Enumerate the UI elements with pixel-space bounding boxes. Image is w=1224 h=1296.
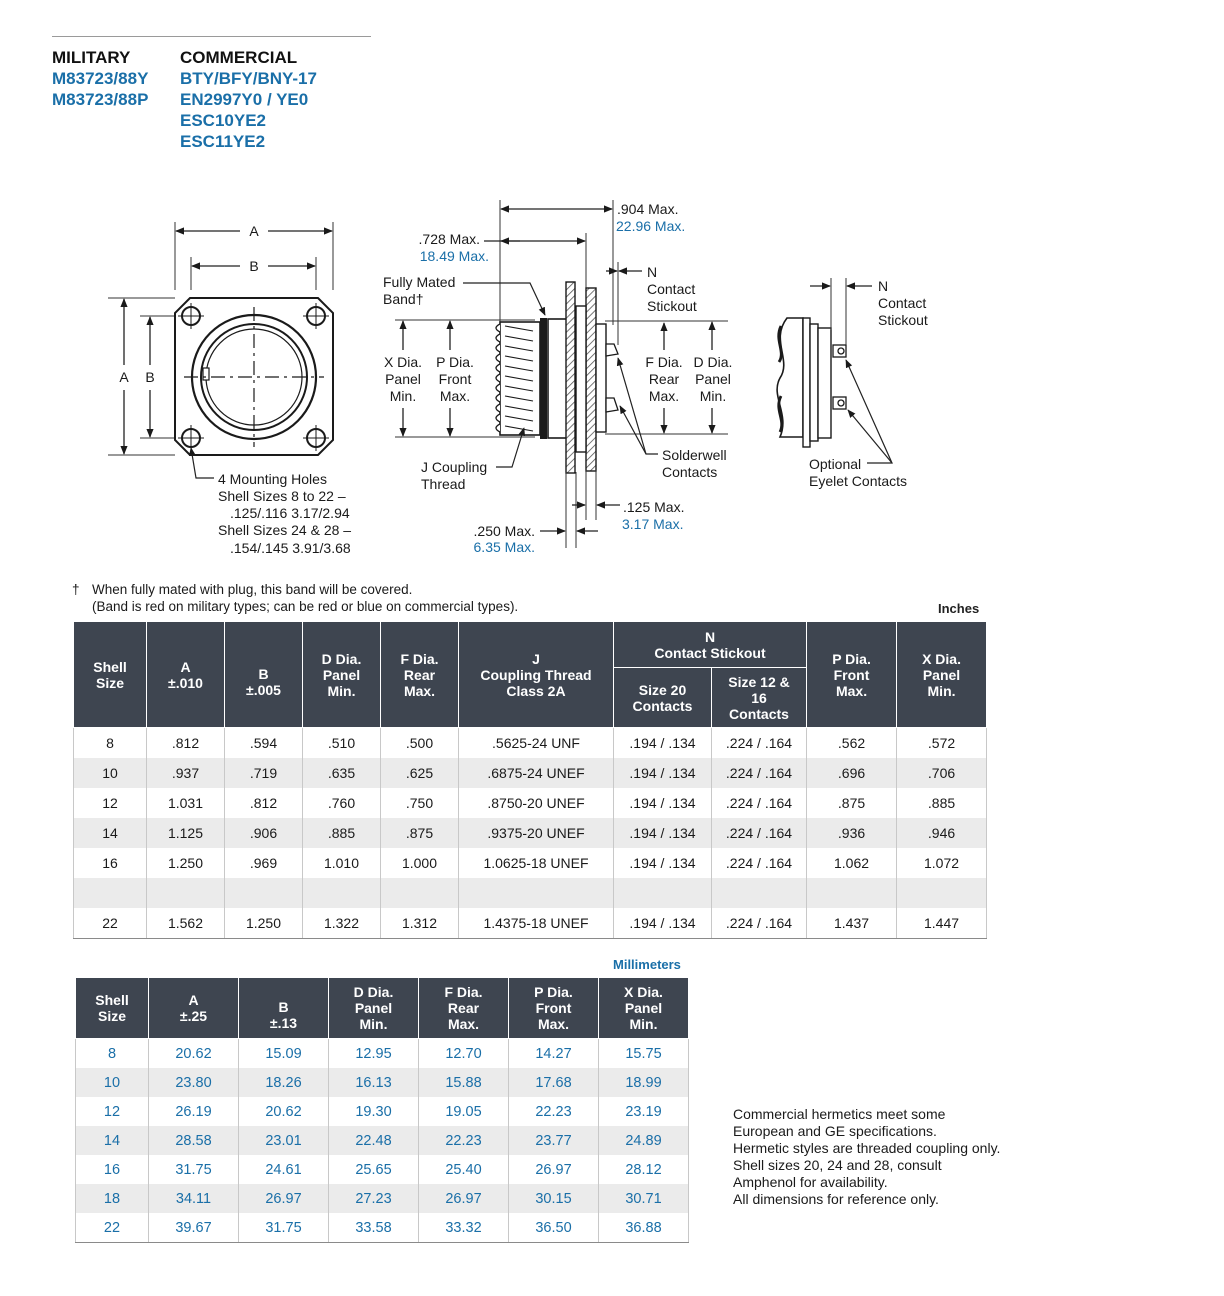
f-dia-label: Max. xyxy=(648,388,680,404)
table-row xyxy=(74,908,987,939)
cell-b: 23.01 xyxy=(239,1126,329,1155)
dim-125-mm: 3.17 Max. xyxy=(622,516,684,532)
cell-f-dia xyxy=(381,878,459,908)
header-n-size-20: Size 20 Contacts xyxy=(614,668,712,728)
table-row xyxy=(76,1097,689,1126)
cell-j-thread: 1.0625-18 UNEF xyxy=(459,848,614,878)
table-row xyxy=(74,728,987,759)
cell-x-dia: 28.12 xyxy=(599,1155,689,1184)
cell-shell-size xyxy=(74,878,147,908)
cell-b: .969 xyxy=(225,848,303,878)
d-dia-label: D Dia. xyxy=(693,354,733,370)
x-dia-label: X Dia. xyxy=(383,354,423,370)
eyelet-view xyxy=(777,278,928,489)
cell-n-size-20: .194 / .134 xyxy=(614,848,712,878)
cell-x-dia: .885 xyxy=(897,788,987,818)
d-dia-label: Panel xyxy=(695,371,731,387)
cell-p-dia: .875 xyxy=(807,788,897,818)
dim-904-mm: 22.96 Max. xyxy=(616,218,686,234)
cell-shell-size: 14 xyxy=(76,1126,149,1155)
cell-x-dia xyxy=(897,878,987,908)
cell-p-dia: 23.77 xyxy=(509,1126,599,1155)
cell-j-thread: .6875-24 UNEF xyxy=(459,758,614,788)
note-line: Shell sizes 20, 24 and 28, consult xyxy=(733,1157,942,1173)
cell-shell-size: 16 xyxy=(74,848,147,878)
cell-d-dia: 19.30 xyxy=(329,1097,419,1126)
cell-n-size-20: .194 / .134 xyxy=(614,818,712,848)
cell-x-dia: 23.19 xyxy=(599,1097,689,1126)
cell-p-dia: 1.437 xyxy=(807,908,897,939)
cell-a: 39.67 xyxy=(149,1213,239,1243)
cell-b: 1.250 xyxy=(225,908,303,939)
f-dia-label: Rear xyxy=(648,371,680,387)
header-b: B ±.13 xyxy=(239,978,329,1039)
header-shell-size: Shell Size xyxy=(76,978,149,1039)
units-inches-label: Inches xyxy=(938,601,980,616)
p-dia-label: Front xyxy=(438,371,472,387)
header-j-coupling: J Coupling Thread Class 2A xyxy=(459,622,614,728)
cell-b: .594 xyxy=(225,728,303,759)
cell-a: 23.80 xyxy=(149,1068,239,1097)
cell-shell-size: 12 xyxy=(76,1097,149,1126)
military-heading: MILITARY xyxy=(52,48,131,67)
cell-b: .906 xyxy=(225,818,303,848)
cell-shell-size: 18 xyxy=(76,1184,149,1213)
cell-x-dia: 1.072 xyxy=(897,848,987,878)
cell-d-dia: 1.322 xyxy=(303,908,381,939)
cell-shell-size: 14 xyxy=(74,818,147,848)
cell-n-size-12-16: .224 / .164 xyxy=(712,788,807,818)
cell-n-size-20 xyxy=(614,878,712,908)
military-specs xyxy=(52,47,148,110)
connector-drawing xyxy=(0,180,1224,560)
table-row xyxy=(74,818,987,848)
header-f-dia: F Dia. Rear Max. xyxy=(419,978,509,1039)
cell-j-thread: 1.4375-18 UNEF xyxy=(459,908,614,939)
x-dia-label: Min. xyxy=(389,388,417,404)
cell-p-dia: .562 xyxy=(807,728,897,759)
cell-p-dia: 1.062 xyxy=(807,848,897,878)
header-p-dia: P Dia. Front Max. xyxy=(807,622,897,728)
dim-b-side-label: B xyxy=(145,369,155,385)
dim-250-mm: 6.35 Max. xyxy=(473,539,535,555)
cell-p-dia: 14.27 xyxy=(509,1039,599,1069)
cell-d-dia: 1.010 xyxy=(303,848,381,878)
cell-a: 1.250 xyxy=(147,848,225,878)
cell-d-dia: .760 xyxy=(303,788,381,818)
cell-f-dia: 33.32 xyxy=(419,1213,509,1243)
cell-p-dia: .936 xyxy=(807,818,897,848)
cell-j-thread: .9375-20 UNEF xyxy=(459,818,614,848)
cell-p-dia xyxy=(807,878,897,908)
eyelet-n-contact-label: Contact xyxy=(878,295,927,311)
optional-eyelet-label: Eyelet Contacts xyxy=(809,473,908,489)
fully-mated-band-label: Fully Mated xyxy=(383,274,456,290)
header-a: A ±.25 xyxy=(149,978,239,1039)
header-x-dia: X Dia. Panel Min. xyxy=(897,622,987,728)
mounting-holes-dim: .125/.116 3.17/2.94 xyxy=(230,505,350,521)
cell-x-dia: 30.71 xyxy=(599,1184,689,1213)
mounting-holes-label: 4 Mounting Holes xyxy=(218,471,327,487)
cell-j-thread: .5625-24 UNF xyxy=(459,728,614,759)
table-row xyxy=(74,848,987,878)
solderwell-label: Contacts xyxy=(662,464,718,480)
cell-a: 34.11 xyxy=(149,1184,239,1213)
cell-d-dia: .885 xyxy=(303,818,381,848)
commercial-spec-item: ESC11YE2 xyxy=(180,132,266,151)
table-row xyxy=(76,1155,689,1184)
cell-d-dia: 16.13 xyxy=(329,1068,419,1097)
cell-d-dia: 33.58 xyxy=(329,1213,419,1243)
cell-shell-size: 10 xyxy=(74,758,147,788)
cell-n-size-20: .194 / .134 xyxy=(614,728,712,759)
cell-b: 26.97 xyxy=(239,1184,329,1213)
cell-d-dia: 27.23 xyxy=(329,1184,419,1213)
cell-shell-size: 10 xyxy=(76,1068,149,1097)
cell-a: 1.125 xyxy=(147,818,225,848)
p-dia-label: P Dia. xyxy=(436,354,474,370)
header-n-contact-stickout: N Contact Stickout xyxy=(614,622,807,668)
cell-p-dia: 30.15 xyxy=(509,1184,599,1213)
table-row xyxy=(74,788,987,818)
dim-a-label: A xyxy=(249,223,259,239)
dim-728-mm: 18.49 Max. xyxy=(419,248,489,264)
table-row xyxy=(76,1126,689,1155)
table-row xyxy=(74,758,987,788)
header-a: A ±.010 xyxy=(147,622,225,728)
cell-f-dia: .500 xyxy=(381,728,459,759)
cell-d-dia: 12.95 xyxy=(329,1039,419,1069)
cell-f-dia: 25.40 xyxy=(419,1155,509,1184)
dim-250-label: .250 Max. xyxy=(473,523,535,539)
cell-d-dia: .510 xyxy=(303,728,381,759)
eyelet-n-contact-label: N xyxy=(878,278,889,294)
note-line: European and GE specifications. xyxy=(733,1123,937,1139)
cell-n-size-12-16: .224 / .164 xyxy=(712,728,807,759)
footnote-line: (Band is red on military types; can be red or blue on commercial types). xyxy=(92,599,519,614)
cell-j-thread xyxy=(459,878,614,908)
cell-n-size-12-16: .224 / .164 xyxy=(712,848,807,878)
cell-n-size-20: .194 / .134 xyxy=(614,908,712,939)
mounting-holes-label: Shell Sizes 24 & 28 – xyxy=(218,522,352,538)
commercial-spec-item: ESC10YE2 xyxy=(180,111,266,130)
cell-a: 1.562 xyxy=(147,908,225,939)
mm-dimension-table xyxy=(75,977,689,1243)
cell-f-dia: 22.23 xyxy=(419,1126,509,1155)
mounting-holes-dim: .154/.145 3.91/3.68 xyxy=(230,540,351,556)
cell-b: 18.26 xyxy=(239,1068,329,1097)
fully-mated-band-label: Band† xyxy=(383,291,424,307)
n-contact-label: Stickout xyxy=(647,298,697,314)
cell-n-size-20: .194 / .134 xyxy=(614,758,712,788)
cell-b: 20.62 xyxy=(239,1097,329,1126)
military-spec-item: M83723/88Y xyxy=(52,69,149,88)
cell-p-dia: .696 xyxy=(807,758,897,788)
note-line: Commercial hermetics meet some xyxy=(733,1106,946,1122)
x-dia-label: Panel xyxy=(385,371,421,387)
cell-a: 20.62 xyxy=(149,1039,239,1069)
cell-x-dia: .572 xyxy=(897,728,987,759)
notes xyxy=(733,1106,1000,1208)
cell-d-dia: 22.48 xyxy=(329,1126,419,1155)
note-line: Amphenol for availability. xyxy=(733,1174,888,1190)
military-spec-item: M83723/88P xyxy=(52,90,149,109)
header-rule xyxy=(52,36,371,37)
cell-shell-size: 22 xyxy=(76,1213,149,1243)
cell-p-dia: 26.97 xyxy=(509,1155,599,1184)
header-shell-size: Shell Size xyxy=(74,622,147,728)
table-row xyxy=(76,1039,689,1069)
p-dia-label: Max. xyxy=(439,388,471,404)
cell-a: 28.58 xyxy=(149,1126,239,1155)
table-row xyxy=(76,1213,689,1243)
header-d-dia: D Dia. Panel Min. xyxy=(329,978,419,1039)
dim-b-label: B xyxy=(249,258,259,274)
cell-a: .812 xyxy=(147,728,225,759)
cell-x-dia: .946 xyxy=(897,818,987,848)
cell-n-size-12-16: .224 / .164 xyxy=(712,758,807,788)
header-p-dia: P Dia. Front Max. xyxy=(509,978,599,1039)
cell-shell-size: 16 xyxy=(76,1155,149,1184)
header-x-dia: X Dia. Panel Min. xyxy=(599,978,689,1039)
cell-shell-size: 22 xyxy=(74,908,147,939)
cell-x-dia: 1.447 xyxy=(897,908,987,939)
cell-f-dia: 12.70 xyxy=(419,1039,509,1069)
solderwell-label: Solderwell xyxy=(662,447,727,463)
cell-d-dia: .635 xyxy=(303,758,381,788)
cell-n-size-12-16 xyxy=(712,878,807,908)
cell-shell-size: 8 xyxy=(76,1039,149,1069)
header-d-dia: D Dia. Panel Min. xyxy=(303,622,381,728)
cell-f-dia: 1.000 xyxy=(381,848,459,878)
dim-a-side-label: A xyxy=(119,369,129,385)
cell-f-dia: .875 xyxy=(381,818,459,848)
cell-f-dia: .750 xyxy=(381,788,459,818)
dim-125-label: .125 Max. xyxy=(623,499,685,515)
cell-p-dia: 22.23 xyxy=(509,1097,599,1126)
cell-f-dia: 19.05 xyxy=(419,1097,509,1126)
f-dia-label: F Dia. xyxy=(645,354,683,370)
n-contact-label: N xyxy=(647,264,658,280)
cell-f-dia: 15.88 xyxy=(419,1068,509,1097)
eyelet-n-contact-label: Stickout xyxy=(878,312,928,328)
cell-shell-size: 12 xyxy=(74,788,147,818)
mounting-holes-label: Shell Sizes 8 to 22 – xyxy=(218,488,346,504)
cell-x-dia: .706 xyxy=(897,758,987,788)
d-dia-label: Min. xyxy=(699,388,727,404)
header-f-dia: F Dia. Rear Max. xyxy=(381,622,459,728)
optional-eyelet-label: Optional xyxy=(809,456,862,472)
cell-a xyxy=(147,878,225,908)
commercial-heading: COMMERCIAL xyxy=(180,48,298,67)
cell-n-size-12-16: .224 / .164 xyxy=(712,908,807,939)
cell-x-dia: 24.89 xyxy=(599,1126,689,1155)
cell-b: .812 xyxy=(225,788,303,818)
n-contact-label: Contact xyxy=(647,281,696,297)
cell-x-dia: 15.75 xyxy=(599,1039,689,1069)
table-row xyxy=(74,878,987,908)
dim-904-label: .904 Max. xyxy=(617,201,679,217)
cell-n-size-12-16: .224 / .164 xyxy=(712,818,807,848)
header-b: B ±.005 xyxy=(225,622,303,728)
cell-d-dia: 25.65 xyxy=(329,1155,419,1184)
cell-a: 26.19 xyxy=(149,1097,239,1126)
cell-b: 24.61 xyxy=(239,1155,329,1184)
note-line: All dimensions for reference only. xyxy=(733,1191,939,1207)
front-view xyxy=(108,222,351,556)
inch-dimension-table xyxy=(73,621,987,939)
coupling-thread-label: J Coupling xyxy=(421,459,488,475)
footnote-dagger: † xyxy=(72,582,80,597)
cell-a: 1.031 xyxy=(147,788,225,818)
units-millimeters-label: Millimeters xyxy=(613,957,681,972)
side-view xyxy=(383,200,732,555)
cell-f-dia: 1.312 xyxy=(381,908,459,939)
cell-a: .937 xyxy=(147,758,225,788)
cell-shell-size: 8 xyxy=(74,728,147,759)
cell-a: 31.75 xyxy=(149,1155,239,1184)
header-n-size-12-16: Size 12 & 16 Contacts xyxy=(712,668,807,728)
cell-x-dia: 36.88 xyxy=(599,1213,689,1243)
commercial-specs xyxy=(180,47,317,152)
cell-f-dia: 26.97 xyxy=(419,1184,509,1213)
cell-x-dia: 18.99 xyxy=(599,1068,689,1097)
cell-d-dia xyxy=(303,878,381,908)
dim-728-label: .728 Max. xyxy=(418,231,480,247)
commercial-spec-item: EN2997Y0 / YE0 xyxy=(180,90,309,109)
cell-j-thread: .8750-20 UNEF xyxy=(459,788,614,818)
cell-b: 15.09 xyxy=(239,1039,329,1069)
cell-p-dia: 17.68 xyxy=(509,1068,599,1097)
table-row xyxy=(76,1068,689,1097)
table-row xyxy=(76,1184,689,1213)
cell-b xyxy=(225,878,303,908)
cell-n-size-20: .194 / .134 xyxy=(614,788,712,818)
coupling-thread-label: Thread xyxy=(421,476,466,492)
cell-f-dia: .625 xyxy=(381,758,459,788)
cell-b: .719 xyxy=(225,758,303,788)
cell-b: 31.75 xyxy=(239,1213,329,1243)
note-line: Hermetic styles are threaded coupling only. xyxy=(733,1140,1001,1156)
cell-p-dia: 36.50 xyxy=(509,1213,599,1243)
footnote-line: When fully mated with plug, this band will be covered. xyxy=(92,582,413,597)
commercial-spec-item: BTY/BFY/BNY-17 xyxy=(180,69,317,88)
